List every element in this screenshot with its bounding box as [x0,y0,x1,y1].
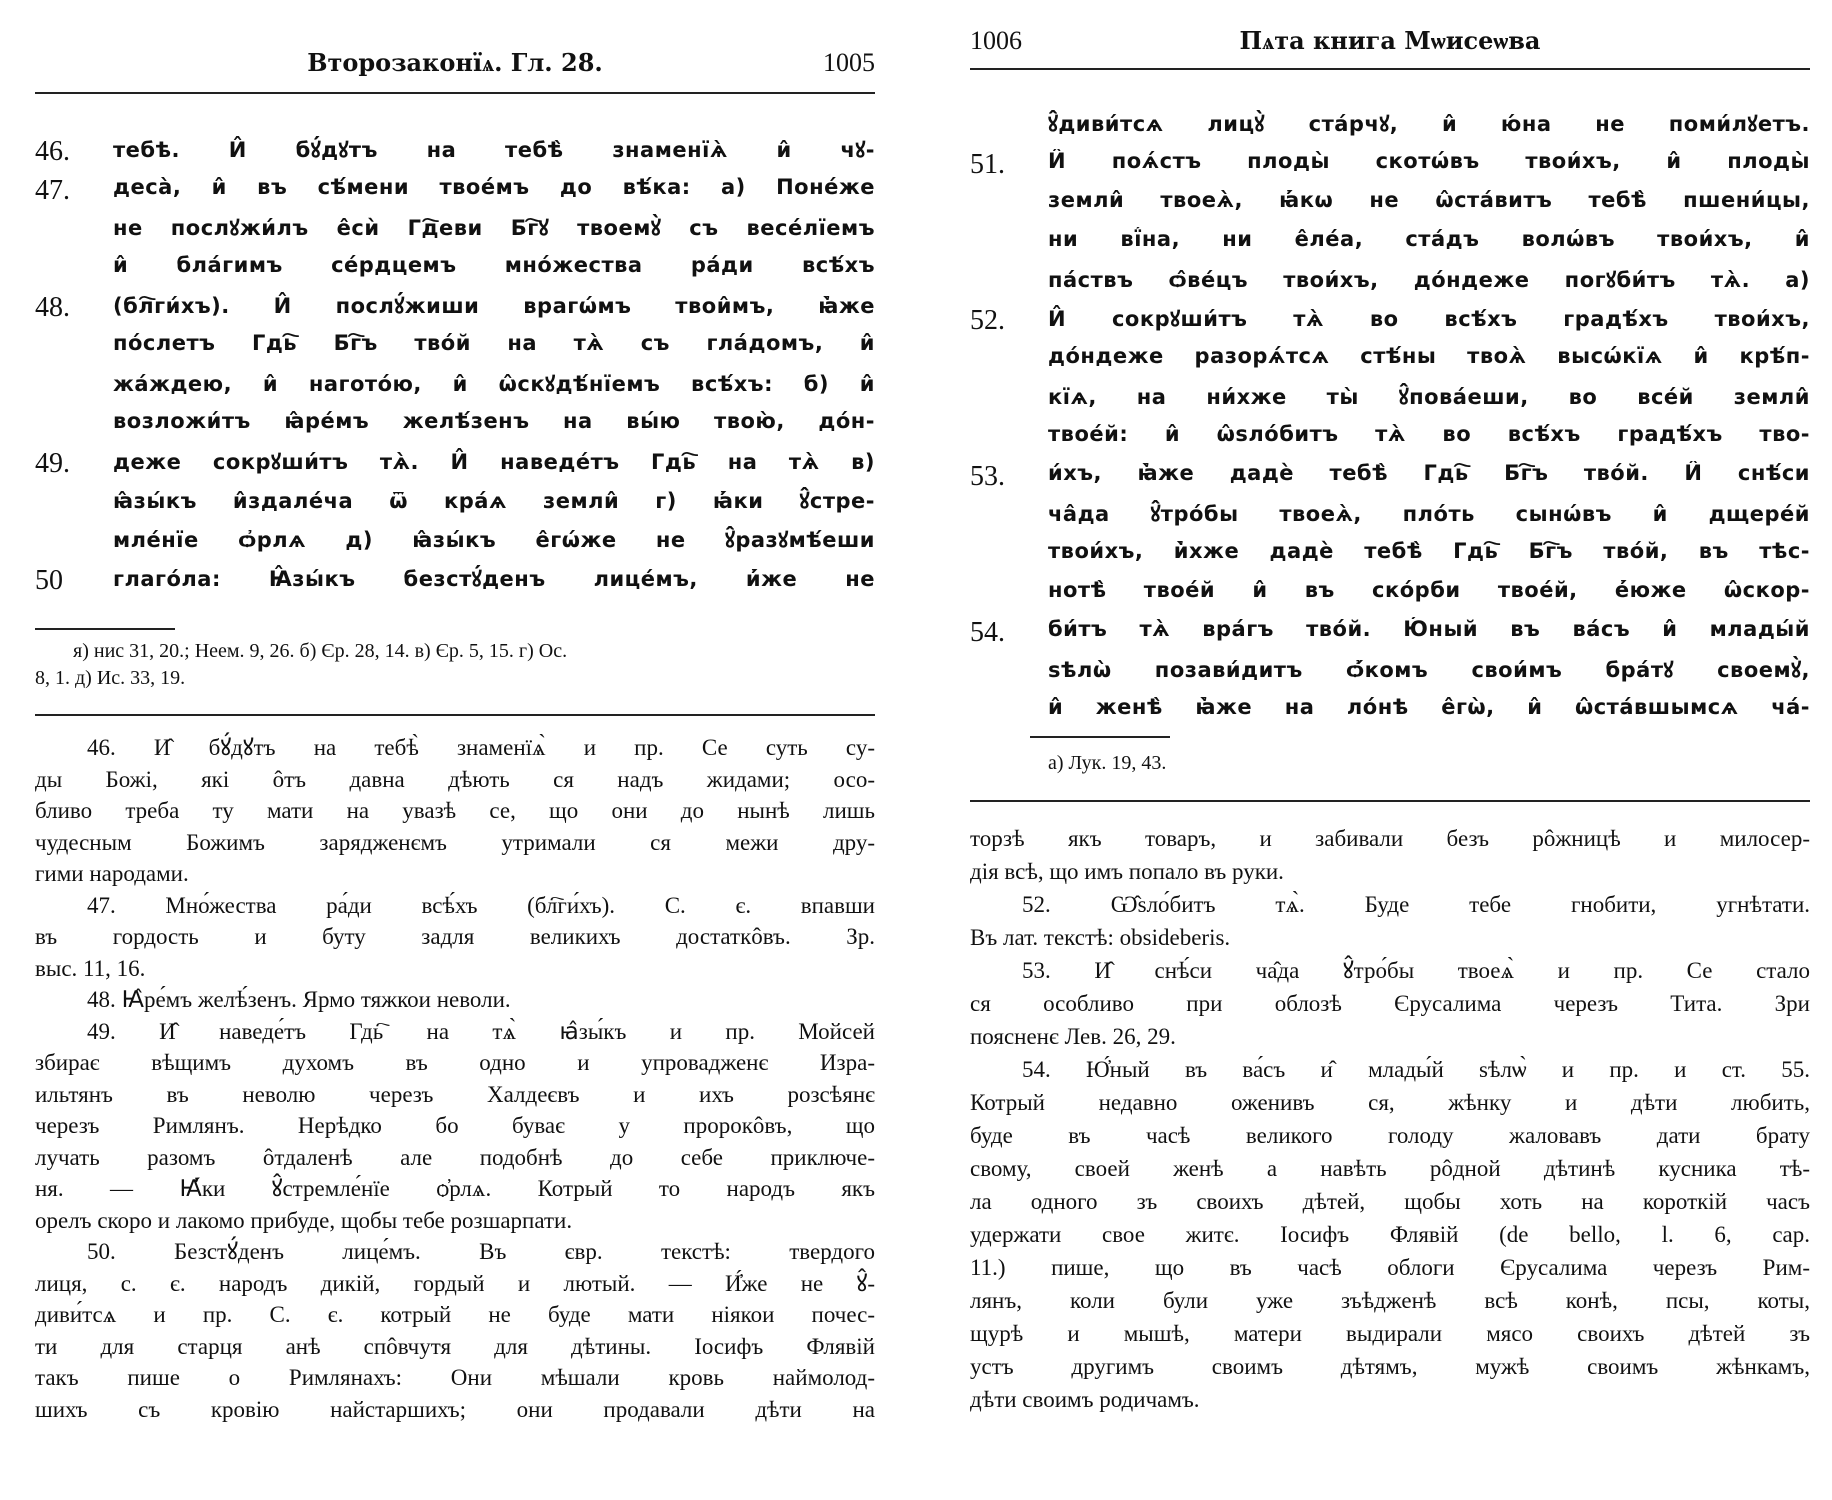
verse-number: 51. [970,149,1005,180]
commentary-line: Въ лат. текстѣ: obsideberis. [970,925,1231,950]
commentary-line: 47. Мно́жества ра́ди всѣ́хъ (бл҇ги́хъ). С. є. впавши [87,892,875,918]
commentary-line: збирає вѣщимъ духомъ въ одно и упровадженє Изра- [35,1050,875,1075]
commentary-line: ды Божі, які ôтъ давна дѣють ся надъ жидами; осо- [35,766,875,792]
commentary-line: 48. Ꙗ̂ре́мъ желѣ́зенъ. Ярмо тяжкои неволи. [87,987,511,1012]
page-header [35,48,875,82]
verse-text: ѕѣлѡ̀ позави́дитъ ѻ҆́комъ свои́мъ бра́тꙋ своемꙋ̀, [1048,658,1810,682]
verse-number: 47. [35,175,70,206]
verse-text: глаго́ла: Ꙗ̂зы́къ безстꙋ́денъ лице́мъ, и҆́же не [113,567,875,591]
footnote-rule [1030,736,1170,738]
commentary-line: щурѣ и мышѣ, матери выдирали мясо своихъ дѣтей зъ [970,1321,1810,1346]
commentary-line: лиця, с. є. народъ дикій, гордый и лютый. — И҆́же не ꙋ̂- [35,1270,875,1296]
commentary-line: ся особливо при облозѣ Єрусалима черезъ Тита. Зри [970,991,1810,1016]
verse-line [970,188,1810,227]
verse-line [35,331,875,370]
commentary-line: буде въ часѣ великого голоду жаловавъ дати брату [970,1123,1810,1148]
verse-text: ꙋ̂диви́тсѧ лицꙋ̀ ста́рчꙋ, и̂ ю́на не поми́лꙋетъ. [1048,112,1810,136]
footnotes [970,750,1810,777]
verse-line [35,253,875,292]
verse-text: деже сокрꙋши́тъ тѧ̀. И̂ наведе́тъ Гдь҇ на тѧ̀ в) [113,450,875,474]
verse-number: 46. [35,136,70,167]
commentary-line: 49. И̂ наведе́тъ Гдь҇ на тѧ̀ ꙗ̂зы́къ и пр. Мойсей [87,1018,875,1044]
commentary-line: такъ пише о Римлянахъ: Они мѣшали кровь наймолод- [35,1365,875,1390]
verse-line [35,175,875,214]
verse-number: 53. [970,461,1005,492]
commentary-line: удержати свое житє. Іосифъ Флявій (de bello, l. 6, cap. [970,1222,1810,1247]
verse-line [970,149,1810,188]
commentary-line: ильтянъ въ неволю черезъ Халдеєвъ и ихъ розсѣянє [35,1081,875,1107]
verse-text: земли̂ твоеѧ̀, ꙗ҆́кѡ не ѡ̂ста́витъ тебѣ̀ пшени́цы, [1048,188,1810,212]
commentary-line: ти для старця анѣ спôвчутя для дѣтины. Іосифъ Флявій [35,1333,875,1359]
verse-line [35,409,875,448]
header-rule [970,68,1810,70]
commentary-line: ла одного зъ своихъ дѣтей, щобы хоть на короткій часъ [970,1189,1810,1214]
verse-text: ча̂да ꙋ̂тро́бы твоеѧ̀, пло́ть сынѡ́въ и̂ дщере́й [1048,502,1810,526]
verse-text: не послꙋжи́лъ е̂сѝ Гд҇еви Бг҇ꙋ твоемꙋ̀ съ весе́лїемъ [113,216,875,240]
commentary-line: орелъ скоро и лакомо прибуде, щобы тебе розшарпати. [35,1207,573,1233]
footnote-rule [35,628,175,630]
commentary-line: Котрый недавно оженивъ ся, жѣнку и дѣти любить, [970,1090,1810,1115]
commentary-line: торзѣ якъ товаръ, и забивали безъ рôжницѣ и милосер- [970,826,1810,851]
verse-line [35,448,875,487]
verse-line [970,578,1810,617]
right-page [970,0,1810,1500]
verse-line [970,500,1810,539]
verse-line [970,110,1810,149]
verse-text: и̂ бла́гимъ се́рдцемъ мно́жества ра́ди всѣ́хъ [113,253,875,277]
page-number: 1006 [970,26,1022,55]
commentary-line: гими народами. [35,861,189,886]
commentary-line: черезъ Римлянъ. Нерѣдко бо буває у пророкôвъ, що [35,1113,875,1138]
footnotes [35,638,875,692]
verse-text: жа́ждею, и̂ нагото́ю, и̂ ѡ̂скꙋдѣ́нїемъ всѣ́хъ: б) и̂ [113,372,875,396]
commentary-line: выс. 11, 16. [35,955,146,981]
running-title: Пѧта книга Мѡисеѡва [1239,26,1541,55]
verse-number: 54. [970,617,1005,648]
verse-line [35,136,875,175]
verse-line [970,539,1810,578]
verse-line [970,305,1810,344]
verse-line [35,526,875,565]
verse-text: и̂ женѣ̀ ꙗ҆̀же на ло́нѣ е̂гѡ̀, и̂ ѡ̂ста́вшымсѧ ча́- [1048,695,1810,719]
commentary [970,822,1810,1416]
page-number: 1005 [823,48,875,77]
verse-text: по́слетъ Гдь҇ Бг҇ъ тво́й на тѧ̀ съ гла́домъ, и̂ [113,331,875,355]
commentary-line: свому, своей женѣ а навѣть рôдной дѣтинѣ кусника тѣ- [970,1156,1810,1181]
section-rule [970,800,1810,802]
verse-text: мле́нїе ѻ҆рлѧ д) ꙗ̂зы́къ е̂гѡ́же не ꙋ̂разꙋмѣ́еши [113,528,875,552]
verse-line [35,370,875,409]
verse-text: И̂ поѧ́стъ плоды̀ скотѡ́въ твои́хъ, и̂ плоды̀ [1048,149,1810,173]
commentary-line: 53. И̂ снѣ́си ча̂да ꙋ̂тро́бы твоеѧ̀ и пр. Се стало [1022,958,1810,983]
verse-text: ни вї́на, ни е̂ле́а, ста́дъ волѡ́въ твои́хъ, и̂ [1048,227,1810,251]
verse-line [970,344,1810,383]
verse-text: и́хъ, ꙗ҆̀же дадѐ тебѣ̀ Гдь҇ Бг҇ъ тво́й. И̂ снѣ́си [1048,461,1810,485]
verse-line [970,266,1810,305]
page-header [970,26,1810,60]
verse-text: би́тъ тѧ̀ вра́гъ тво́й. Ю҆́ный въ ва́съ и̂ млады́й [1048,617,1810,641]
commentary-line: 46. И̂ бꙋ́дꙋтъ на тебѣ̀ знаменїѧ̀ и пр. Се суть су- [87,735,875,760]
verse-text: (бл҇ги́хъ). И̂ послꙋ́жиши врагѡ́мъ твои̂мъ, ꙗ҆̀же [113,294,875,318]
commentary-line: поясненє Лев. 26, 29. [970,1024,1176,1049]
section-rule [35,714,875,716]
verse-text: твое́й: и̂ ѡ̂ѕло́битъ тѧ̀ во всѣ́хъ градѣ́хъ тво- [1048,422,1810,446]
verse-line [35,487,875,526]
verse-number: 49. [35,448,70,479]
verse-text: до́ндеже разорѧ́тсѧ стѣ́ны твоѧ̀ высѡ́кїѧ и̂ крѣ́п- [1048,344,1810,368]
commentary-line: лянъ, коли були уже зъѣдженѣ всѣ конѣ, псы, коты, [970,1288,1810,1313]
commentary-line: ня. — Ꙗ҆́ки ꙋ̂стремле́нїе ѻ҆рлѧ. Котрый то народъ якъ [35,1176,875,1201]
verse-number: 52. [970,305,1005,336]
verse-text: твои́хъ, и҆̀хже дадѐ тебѣ̀ Гдь҇ Бг҇ъ тво́й, въ тѣс- [1048,539,1810,563]
verse-text: ꙗ̂зы́къ и̂здале́ча ѿ кра́ѧ земли̂ г) ꙗ҆́ки ꙋ̂стре- [113,489,875,513]
verse-line [970,695,1810,734]
commentary-line: чудесным Божимъ зарядженємъ утримали ся межи дру- [35,829,875,855]
running-title: Второзаконїѧ. Гл. 28. [307,48,603,77]
commentary-line: 50. Безстꙋ́денъ лице́мъ. Въ євр. текстѣ: твердого [87,1239,875,1264]
left-page [35,0,875,1500]
verse-line [970,461,1810,500]
verse-number: 48. [35,292,70,323]
commentary-line: шихъ съ кровію найстаршихъ; они продавали дѣти на [35,1396,875,1422]
commentary-line: бливо треба ту мати на увазѣ се, що они до нынѣ лишь [35,798,875,823]
verse-number: 50 [35,565,63,596]
verse-line [35,565,875,604]
verse-line [970,656,1810,695]
commentary [35,732,875,1425]
verse-line [970,227,1810,266]
verse-line [970,422,1810,461]
verse-line [970,617,1810,656]
verse-line [970,383,1810,422]
commentary-line: устъ другимъ своимъ дѣтямъ, мужѣ своимъ жѣнкамъ, [970,1354,1810,1379]
commentary-line: лучать разомъ ôтдаленѣ але подобнѣ до себе приключе- [35,1144,875,1170]
verse-text: возложи́тъ ꙗ̂ре́мъ желѣ́зенъ на вы́ю твою̀, до́н- [113,409,875,433]
footnote-line: я) нис 31, 20.; Неем. 9, 26. б) Єр. 28, 14. в) Єр. 5, 15. г) Ос. [73,640,568,662]
commentary-line: въ гордость и буту задля великихъ достаткôвъ. Зр. [35,924,875,949]
footnote-line: а) Лук. 19, 43. [1048,752,1167,774]
commentary-line: 11.) пише, що въ часѣ облоги Єрусалима черезъ Рим- [970,1255,1810,1280]
verse-line [35,214,875,253]
verse-text: И̂ сокрꙋши́тъ тѧ̀ во всѣ́хъ градѣ́хъ твои́хъ, [1048,307,1810,331]
commentary-line: дѣти своимъ родичамъ. [970,1387,1200,1412]
verse-text: деса̀, и̂ въ сѣ́мени твое́мъ до вѣ́ка: а) Поне́же [113,175,875,199]
verse-line [35,292,875,331]
verse-text: тебѣ. И̂ бꙋ́дꙋтъ на тебѣ̀ знаменїѧ̀ и̂ чꙋ- [113,138,875,162]
footnote-line: 8, 1. д) Ис. 33, 19. [35,667,186,689]
verse-text: нотѣ̀ твое́й и̂ въ ско́рби твое́й, е҆́юже ѡ̂скор- [1048,578,1810,602]
commentary-line: дія всѣ, що имъ попало въ руки. [970,859,1284,884]
commentary-line: 54. Ю҆́ный въ ва́съ и̂ млады́й ѕѣлѡ̀ и пр. и ст. 55. [1022,1057,1810,1082]
header-rule [35,92,875,94]
verse-text: па́ствъ ѻ̂ве́цъ твои́хъ, до́ндеже погꙋби́тъ тѧ̀. а) [1048,268,1810,292]
verse-text: кїѧ, на ни́хже ты̀ ꙋ̂пова́еши, во все́й земли̂ [1048,385,1810,409]
commentary-line: 52. Ѡ̂ѕло́битъ тѧ̀. Буде тебе гнобити, угнѣтати. [1022,892,1810,917]
commentary-line: диви́тсѧ и пр. С. є. котрый не буде мати ніякои почес- [35,1302,875,1327]
